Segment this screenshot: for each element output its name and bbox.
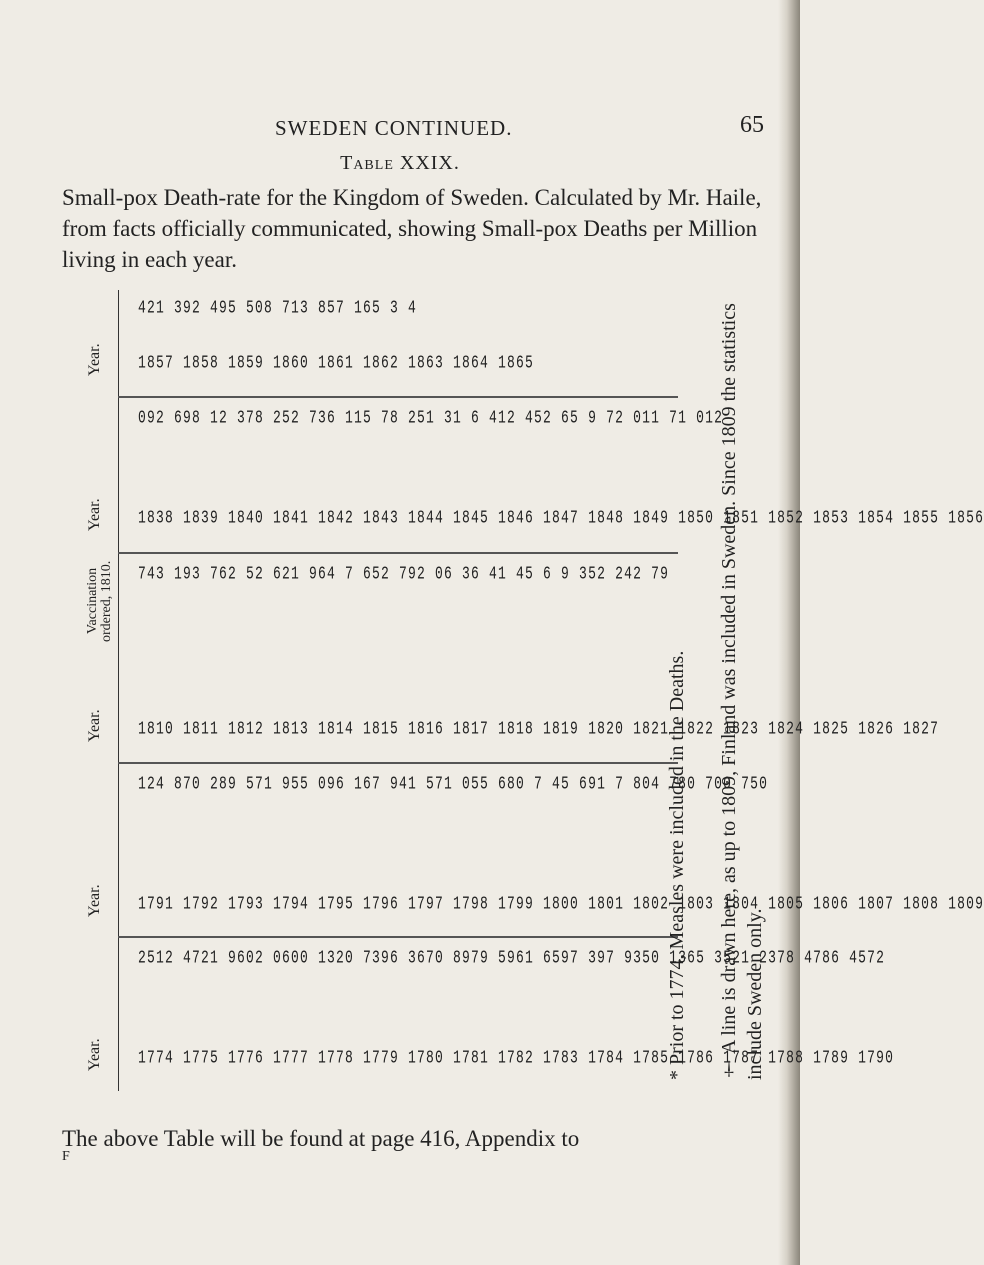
section-rule xyxy=(118,552,678,554)
values-row: 2512 4721 9602 0600 1320 7396 3670 8979 5961 6597 397 9350 1365 3521 2378 4786 4572 xyxy=(138,947,886,968)
signature-mark: F xyxy=(62,1149,70,1164)
footnote-measles: * Prior to 1774, Measles were included in the Deaths. xyxy=(666,650,688,1080)
years-row: 1838 1839 1840 1841 1842 1843 1844 1845 1846 1847 1848 1849 1850 1851 1852 1853 1854 1855 1856 xyxy=(138,507,984,528)
section-rule xyxy=(118,936,678,938)
page-edge-shadow xyxy=(778,0,800,1265)
footer-text: The above Table will be found at page 416, Appendix to xyxy=(62,1126,580,1151)
years-row: 1857 1858 1859 1860 1861 1862 1863 1864 1865 xyxy=(138,352,535,373)
footnote-finland xyxy=(716,290,768,1080)
vaccination-label: Vaccination ordered, 1810. xyxy=(85,560,114,642)
section-rule xyxy=(118,396,678,398)
table-title: Table XXIX. xyxy=(340,152,460,174)
year-label: Year. xyxy=(86,884,103,918)
year-label: Year. xyxy=(86,1038,103,1072)
years-row: 1791 1792 1793 1794 1795 1796 1797 1798 1799 1800 1801 1802 1803 1804 1805 1806 1807 1808 1809 xyxy=(138,893,984,914)
table-caption: Small-pox Death-rate for the Kingdom of Sweden. Calculated by Mr. Haile, from facts officially communicated, showing Small-pox Deaths per Million living in each year. xyxy=(62,185,762,272)
footnote-finland-line-2: include Sweden only. xyxy=(744,908,766,1080)
footnote-finland-line-1: † A line is drawn here, as up to 1809, Finland was included in Sweden. Since 1809 the statistics xyxy=(718,303,740,1080)
values-row: 092 698 12 378 252 736 115 78 251 31 6 412 452 65 9 72 011 71 012 xyxy=(138,407,724,428)
years-row: 1810 1811 1812 1813 1814 1815 1816 1817 1818 1819 1820 1821 1822 1823 1824 1825 1826 1827 xyxy=(138,718,940,739)
years-row: 1774 1775 1776 1777 1778 1779 1780 1781 1782 1783 1784 1785 1786 1787 1788 1789 1790 xyxy=(138,1047,895,1068)
page-header xyxy=(0,112,800,146)
values-row: 124 870 289 571 955 096 167 941 571 055 680 7 45 691 7 804 780 700 750 xyxy=(138,773,769,794)
page-number: 65 xyxy=(740,112,764,138)
running-title: SWEDEN CONTINUED. xyxy=(275,116,513,140)
year-label: Year. xyxy=(86,498,103,532)
values-row: 743 193 762 52 621 964 7 652 792 06 36 41 45 6 9 352 242 79 xyxy=(138,563,670,584)
year-label: Year. xyxy=(86,343,103,377)
section-rule xyxy=(118,762,678,764)
year-label: Year. xyxy=(86,709,103,743)
side-notes xyxy=(650,290,770,1090)
values-row: 421 392 495 508 713 857 165 3 4 xyxy=(138,297,418,318)
